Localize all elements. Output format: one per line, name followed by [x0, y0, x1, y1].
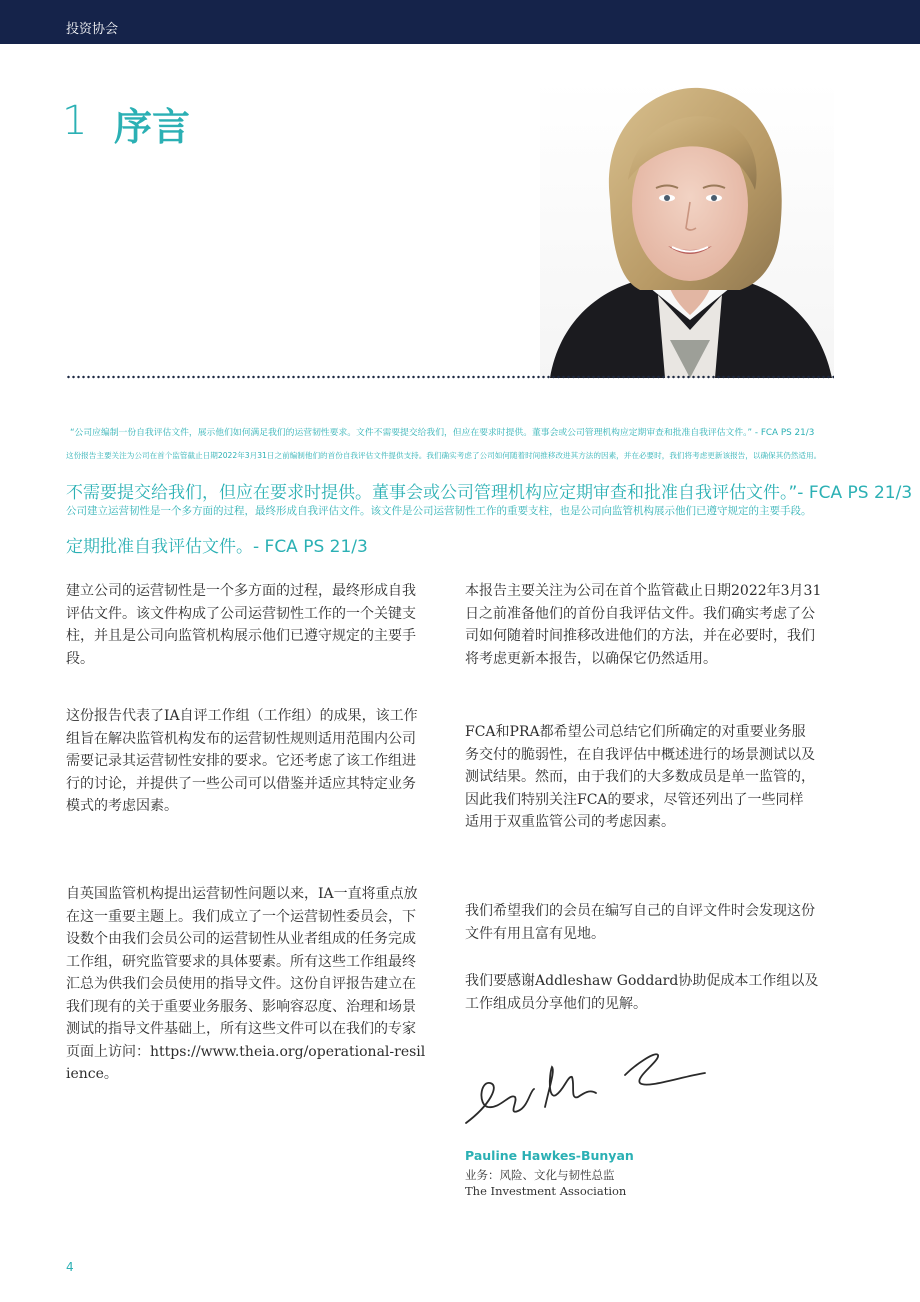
chapter-title: 序言: [114, 105, 191, 149]
header-bar: [0, 0, 920, 44]
pull-quote-large-1: 不需要提交给我们，但应在要求时提供。董事会或公司管理机构应定期审查和批准自我评估文件。”- FCA PS 21/3: [66, 483, 913, 503]
chapter-number: 1: [62, 98, 88, 144]
signatory-name: Pauline Hawkes-Bunyan: [465, 1148, 634, 1163]
dotted-divider: [66, 375, 834, 379]
right-paragraph-1: 本报告主要关注为公司在首个监管截止日期2022年3月31日之前准备他们的首份自我评估文件。我们确实考虑了公司如何随着时间推移改进他们的方法，并在必要时，我们将考虑更新本报告，以确保它仍然适用。: [465, 583, 822, 667]
right-paragraph-4: 我们要感谢Addleshaw Goddard协助促成本工作组以及工作组成员分享他们的见解。: [465, 973, 819, 1012]
pull-quote-small: “公司应编制一份自我评估文件，展示他们如何满足我们的运营韧性要求。文件不需要提交给我们，但应在要求时提供。董事会或公司管理机构应定期审查和批准自我评估文件。” - FCA PS 21/3: [70, 428, 815, 438]
left-paragraph-2: 这份报告代表了IA自评工作组（工作组）的成果，该工作组旨在解决监管机构发布的运营韧性规则适用范围内公司需要记录其运营韧性安排的要求。它还考虑了该工作组进行的讨论，并提供了一些公司可以借鉴并适应其特定业务模式的考虑因素。: [66, 708, 418, 814]
pull-quote-summary-small: 这份报告主要关注为公司在首个监管截止日期2022年3月31日之前编制他们的首份自我评估文件提供支持。我们确实考虑了公司如何随着时间推移改进其方法的因素，并在必要时，我们将考虑更新该报告，以确保其仍然适用。: [66, 451, 822, 460]
pull-quote-large-2: 定期批准自我评估文件。- FCA PS 21/3: [66, 537, 368, 557]
handwritten-signature: [460, 1045, 720, 1135]
page-number: 4: [66, 1260, 74, 1274]
pull-quote-intro: 公司建立运营韧性是一个多方面的过程，最终形成自我评估文件。该文件是公司运营韧性工作的重要支柱，也是公司向监管机构展示他们已遵守规定的主要手段。: [66, 505, 812, 517]
left-paragraph-3: 自英国监管机构提出运营韧性问题以来，IA一直将重点放在这一重要主题上。我们成立了一个运营韧性委员会，下设数个由我们会员公司的运营韧性从业者组成的任务完成工作组，研究监管要求的具体要素。所有这些工作组最终汇总为供我们会员使用的指导文件。这份自评报告建立在我们现有的关于重要业务服务、影响容忍度、治理和场景测试的指导文件基础上，所有这些文件可以在我们的专家页面上访问：https://www.theia.org/operational-resilience。: [66, 886, 426, 1082]
author-portrait: [540, 80, 834, 378]
right-paragraph-2: FCA和PRA都希望公司总结它们所确定的对重要业务服务交付的脆弱性，在自我评估中概述进行的场景测试以及测试结果。然而，由于我们的大多数成员是单一监管的，因此我们特别关注FCA的要求，尽管还列出了一些同样适用于双重监管公司的考虑因素。: [465, 724, 815, 830]
right-paragraph-3: 我们希望我们的会员在编写自己的自评文件时会发现这份文件有用且富有见地。: [465, 903, 815, 942]
signatory-organisation: The Investment Association: [465, 1184, 627, 1198]
signatory-role: 业务：风险、文化与韧性总监: [465, 1168, 615, 1182]
left-paragraph-1: 建立公司的运营韧性是一个多方面的过程，最终形成自我评估文件。该文件构成了公司运营韧性工作的一个关键支柱，并且是公司向监管机构展示他们已遵守规定的主要手段。: [66, 583, 416, 667]
header-org-name: 投资协会: [66, 22, 119, 37]
